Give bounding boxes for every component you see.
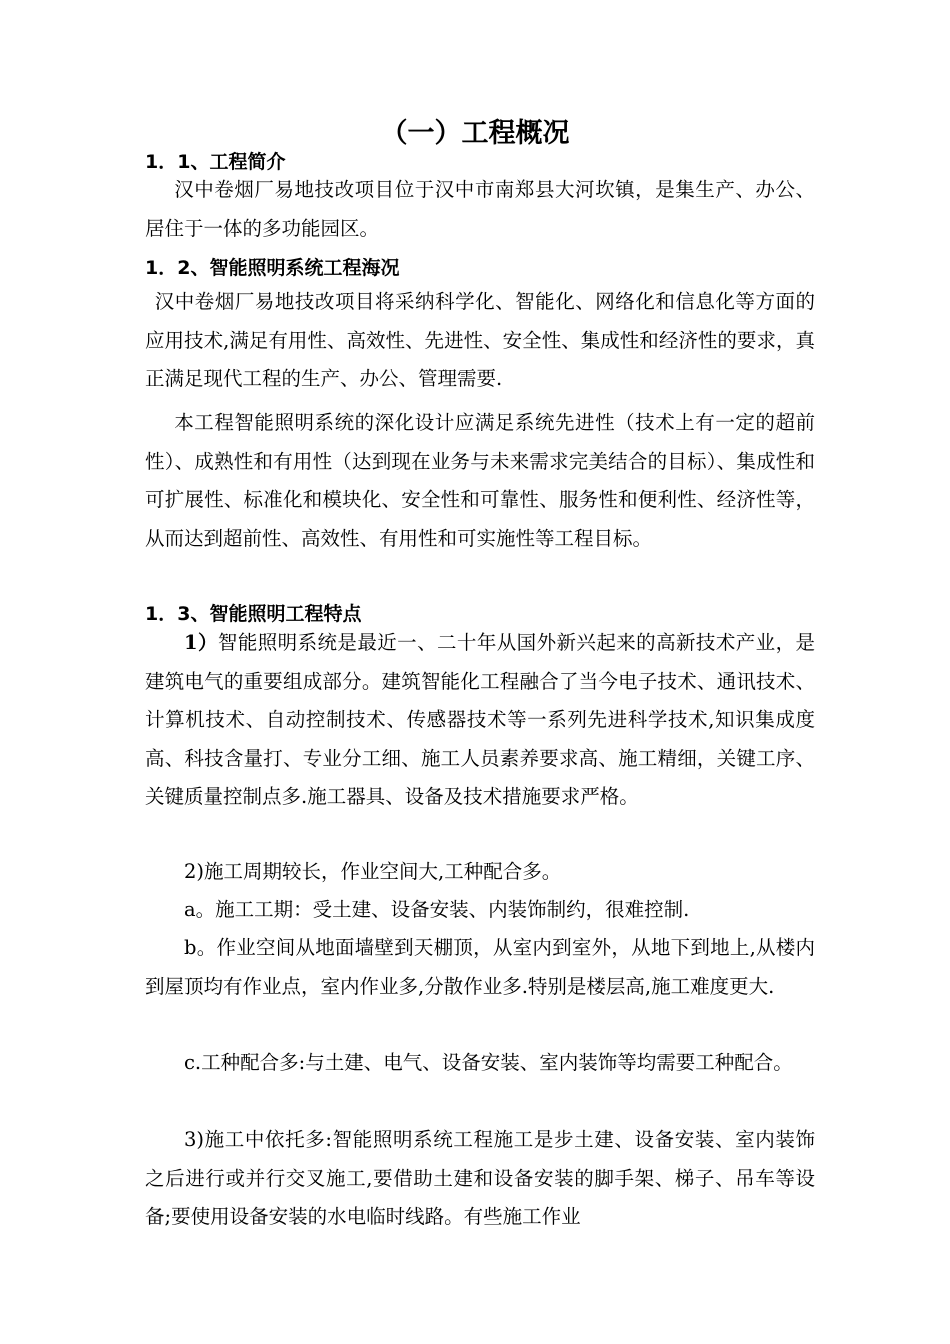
page-title: （一）工程概况: [380, 118, 570, 149]
section-heading-1-2: 1．2、智能照明系统工程海况: [145, 257, 400, 279]
paragraph-1-2-b: 本工程智能照明系统的深化设计应满足系统先进性（技术上有一定的超前性）、成熟性和有用性（达到现在业务与未来需求完美结合的目标）、集成性和可扩展性、标准化和模块化、安全性和可靠性、服务性和便利性、经济性等，从而达到超前性、高效性、有用性和可实施性等工程目标。: [145, 411, 815, 550]
paragraph-1-3-c: c.工种配合多:与土建、电气、设备安装、室内装饰等均需要工种配合。: [184, 1051, 793, 1074]
paragraph-1-3-b: b。作业空间从地面墙壁到天棚顶，从室内到室外，从地下到地上,从楼内到屋顶均有作业点，室内作业多,分散作业多.特别是楼层高,施工难度更大.: [145, 936, 815, 998]
paragraph-1-1: 汉中卷烟厂易地技改项目位于汉中市南郑县大河坎镇，是集生产、办公、居住于一体的多功能园区。: [145, 178, 815, 240]
paragraph-1-3-1: [145, 624, 815, 817]
section-heading-1-1: 1．1、工程简介: [145, 151, 286, 173]
paragraph-1-3-2: 2)施工周期较长，作业空间大,工种配合多。: [184, 860, 562, 883]
list-number: 1）: [184, 631, 218, 654]
paragraph-1-3-a: a。施工工期：受土建、设备安装、内装饰制约，很难控制.: [184, 898, 690, 921]
paragraph-1-3-3: 3)施工中依托多:智能照明系统工程施工是步土建、设备安装、室内装饰之后进行或并行交叉施工,要借助土建和设备安装的脚手架、梯子、吊车等设备;要使用设备安装的水电临时线路。有些施工作业: [145, 1128, 815, 1228]
section-heading-1-3: 1．3、智能照明工程特点: [145, 603, 362, 625]
paragraph-1-2-a: 汉中卷烟厂易地技改项目将采纳科学化、智能化、网络化和信息化等方面的应用技术,满足有用性、高效性、先进性、安全性、集成性和经济性的要求，真正满足现代工程的生产、办公、管理需要.: [145, 290, 815, 390]
paragraph-text: 智能照明系统是最近一、二十年从国外新兴起来的高新技术产业，是建筑电气的重要组成部分。建筑智能化工程融合了当今电子技术、通讯技术、计算机技术、自动控制技术、传感器技术等一系列先进科学技术,知识集成度高、科技含量打、专业分工细、施工人员素养要求高、施工精细，关键工序、关键质量控制点多.施工器具、设备及技术措施要求严格。: [145, 631, 815, 808]
